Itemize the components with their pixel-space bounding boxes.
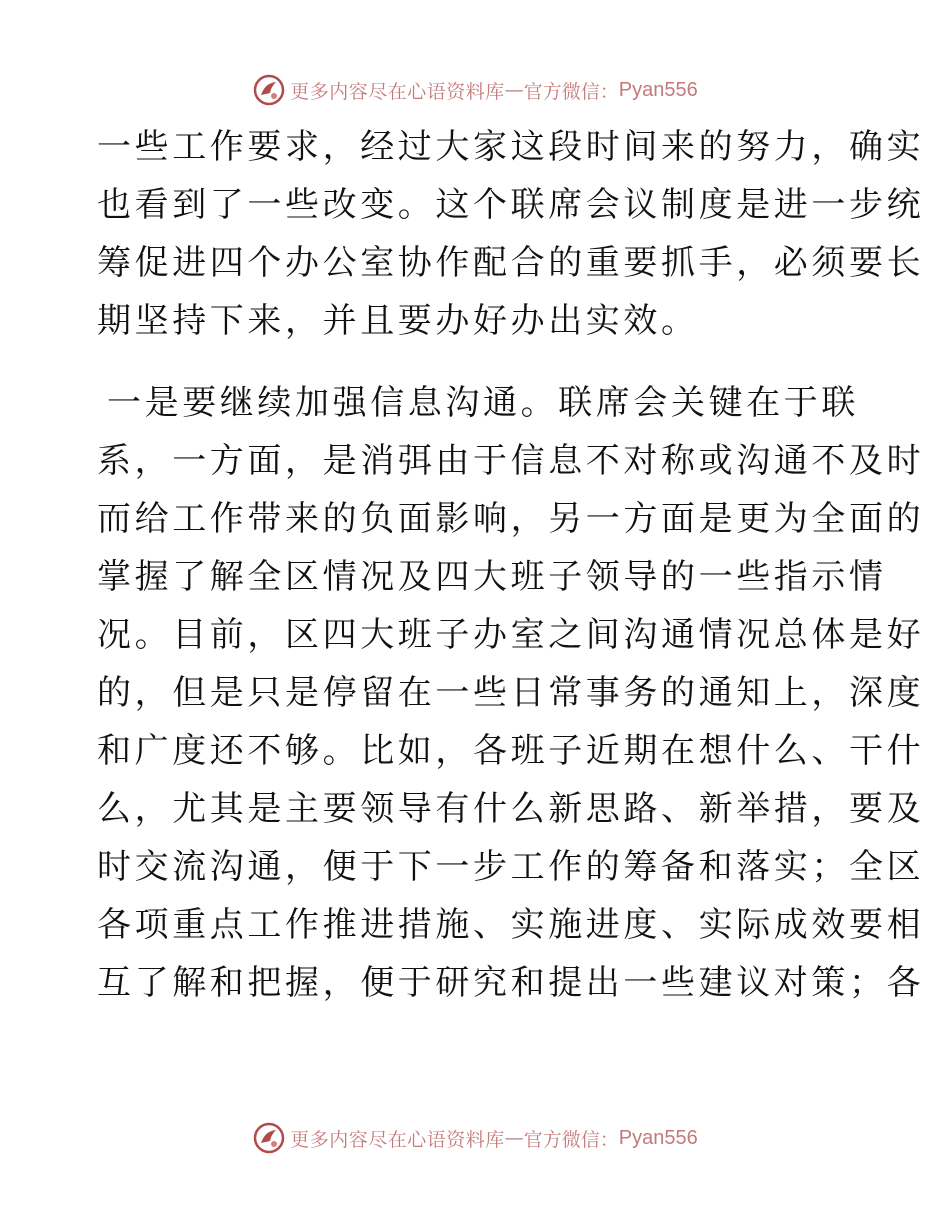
paragraph-2-line: 么，尤其是主要领导有什么新思路、新举措，要及 (97, 789, 925, 829)
paragraph-1-line: 期坚持下来，并且要办好办出实效。 (97, 301, 699, 341)
paragraph-2-line: 的，但是只是停留在一些日常事务的通知上，深度 (97, 673, 925, 713)
paragraph-1-line: 筹促进四个办公室协作配合的重要抓手，必须要长 (97, 243, 925, 283)
paragraph-1 (97, 118, 925, 350)
header-banner-sub: 官方微信： (523, 80, 619, 103)
paragraph-2-line: 掌握了解全区情况及四大班子领导的一些指示情 (97, 557, 887, 597)
footer-banner-sub: 官方微信： (523, 1128, 619, 1151)
header-banner-main: 更多内容尽在心语资料库 (290, 80, 505, 103)
footer-banner-wechat-id: Pyan556 (618, 1126, 698, 1149)
paragraph-2-line: 互了解和把握，便于研究和提出一些建议对策；各 (97, 963, 925, 1003)
paragraph-2-line: 况。目前，区四大班子办室之间沟通情况总体是好 (97, 615, 925, 655)
brand-logo-icon (252, 73, 286, 107)
header-banner (0, 70, 950, 110)
paragraph-2 (97, 374, 925, 1012)
paragraph-2-line: 一是要继续加强信息沟通。联席会关键在于联 (107, 383, 859, 423)
paragraph-2-line: 系，一方面，是消弭由于信息不对称或沟通不及时 (97, 441, 925, 481)
paragraph-2-line: 而给工作带来的负面影响，另一方面是更为全面的 (97, 499, 925, 539)
paragraph-1-line: 一些工作要求，经过大家这段时间来的努力，确实 (97, 127, 925, 167)
brand-logo-icon (252, 1121, 286, 1155)
paragraph-1-line: 也看到了一些改变。这个联席会议制度是进一步统 (97, 185, 925, 225)
paragraph-2-line: 和广度还不够。比如，各班子近期在想什么、干什 (97, 731, 925, 771)
header-banner-dash: — (504, 79, 524, 101)
footer-banner (0, 1118, 950, 1158)
footer-banner-main: 更多内容尽在心语资料库 (290, 1128, 505, 1151)
header-banner-wechat-id: Pyan556 (618, 78, 698, 101)
paragraph-2-line: 时交流沟通，便于下一步工作的筹备和落实；全区 (97, 847, 925, 887)
footer-banner-dash: — (504, 1127, 524, 1149)
paragraph-2-line: 各项重点工作推进措施、实施进度、实际成效要相 (97, 905, 925, 945)
